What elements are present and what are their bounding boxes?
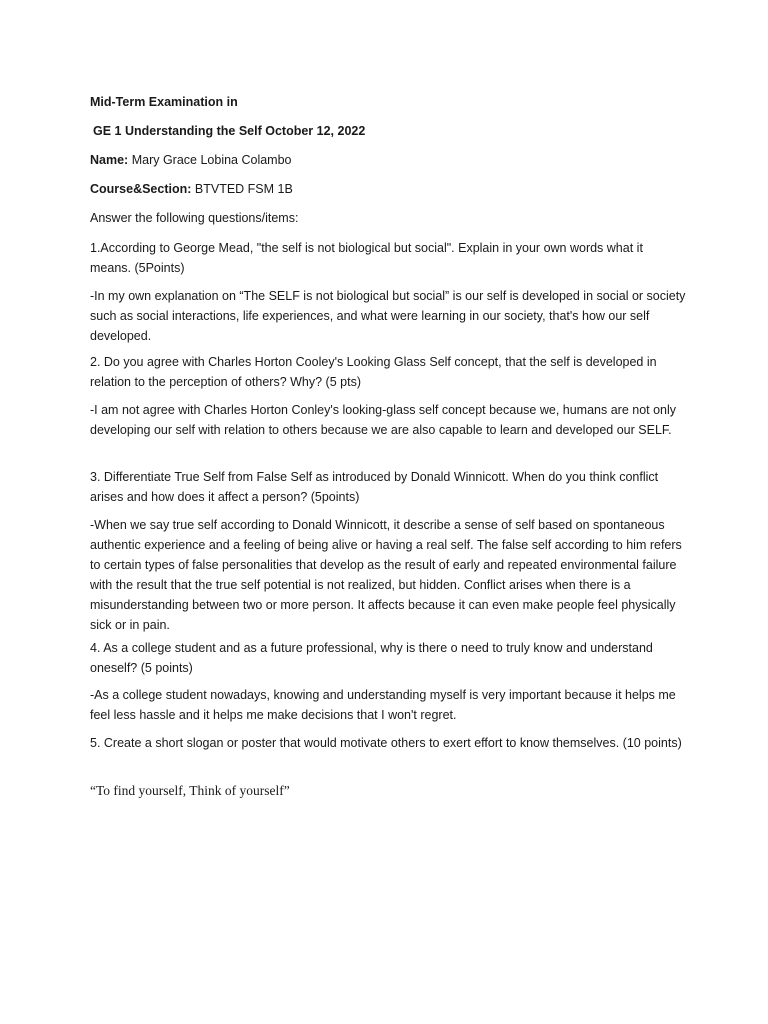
question-2: 2. Do you agree with Charles Horton Cooley's Looking Glass Self concept, that the self is developed in relation to the perception of others? Why? (5 pts): [90, 355, 657, 389]
name-value: Mary Grace Lobina Colambo: [131, 153, 292, 167]
question-5: 5. Create a short slogan or poster that would motivate others to exert effort to know themselves. (10 points): [90, 736, 682, 750]
course-section: [90, 179, 293, 199]
exam-document: [90, 0, 690, 1024]
student-name: [90, 150, 292, 170]
instructions: Answer the following questions/items:: [90, 211, 299, 225]
course-line: GE 1 Understanding the Self October 12, 2022: [93, 124, 366, 138]
section-value: BTVTED FSM 1B: [194, 182, 293, 196]
name-label: Name:: [90, 153, 129, 167]
exam-title: Mid-Term Examination in: [90, 95, 238, 109]
answer-3: -When we say true self according to Donald Winnicott, it describe a sense of self based on spontaneous authentic experience and a feeling of being alive or having a real self. The false self according to him refers to certain types of false personalities that develop as the result of early and repeated environmental failure with the result that the true self potential is not realized, but hidden. Conflict arises when there is a misunderstanding between two or more person. It affects because it can even make people feel physically sick or in pain.: [90, 518, 682, 632]
answer-2: -I am not agree with Charles Horton Conley's looking-glass self concept because we, humans are not only developing our self with relation to others because we are also capable to learn and developed our SELF.: [90, 403, 677, 437]
answer-1: -In my own explanation on “The SELF is not biological but social” is our self is developed in social or society such as social interactions, life experiences, and what were learning in our society, that's how our self developed.: [90, 289, 686, 343]
question-3: 3. Differentiate True Self from False Self as introduced by Donald Winnicott. When do you think conflict arises and how does it affect a person? (5points): [90, 470, 659, 504]
answer-4: -As a college student nowadays, knowing and understanding myself is very important because it helps me feel less hassle and it helps me make decisions that I won't regret.: [90, 688, 676, 722]
section-label: Course&Section:: [90, 182, 192, 196]
question-1: 1.According to George Mead, "the self is not biological but social". Explain in your own words what it means. (5Points): [90, 241, 643, 275]
slogan-answer: “To find yourself, Think of yourself”: [90, 783, 290, 798]
question-4: 4. As a college student and as a future professional, why is there o need to truly know and understand oneself? (5 points): [90, 641, 653, 675]
